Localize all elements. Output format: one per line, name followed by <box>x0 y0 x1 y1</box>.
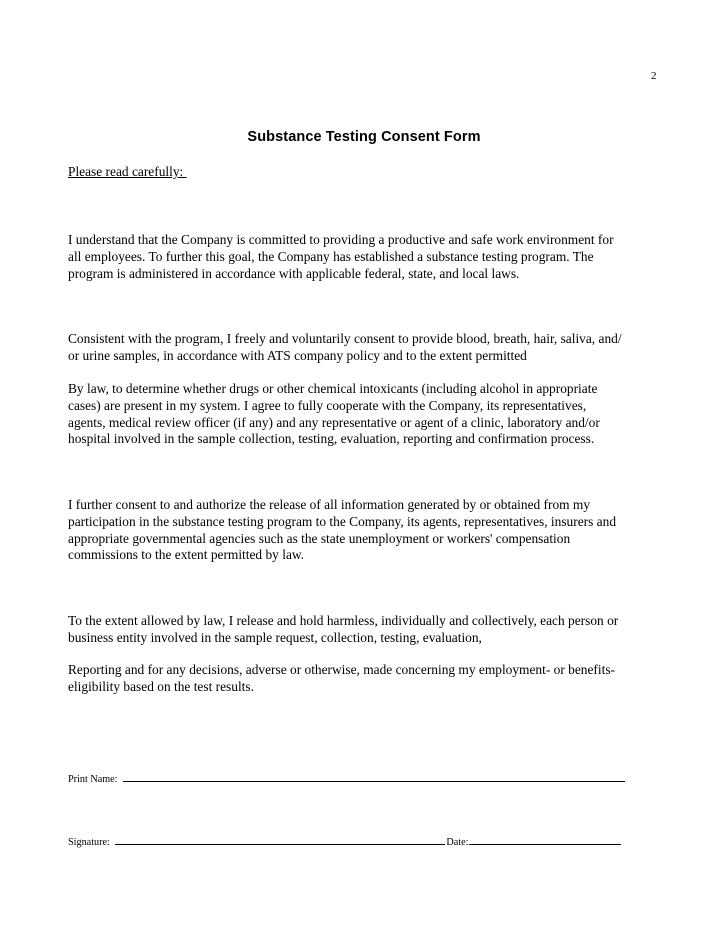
paragraph-line: cases) are present in my system. I agree to fully cooperate with the Company, its representatives, <box>68 397 587 413</box>
paragraph-line: By law, to determine whether drugs or other chemical intoxicants (including alcohol in appropriate <box>68 381 598 396</box>
paragraph-line: all employees. To further this goal, the Company has established a substance testing program. The <box>68 248 594 264</box>
paragraph-line: Consistent with the program, I freely and voluntarily consent to provide blood, breath, hair, saliva, and/ <box>68 331 622 346</box>
decisions-paragraph <box>68 662 668 696</box>
signature-label: Signature: <box>68 837 110 848</box>
print-name-label: Print Name: <box>68 774 118 785</box>
date-line[interactable] <box>469 834 621 845</box>
print-name-line[interactable] <box>123 771 625 782</box>
paragraph-line: hospital involved in the sample collection, testing, evaluation, reporting and confirmation process. <box>68 431 595 447</box>
paragraph-line: Reporting and for any decisions, adverse or otherwise, made concerning my employment- or benefits- <box>68 662 615 677</box>
signature-line[interactable] <box>115 834 445 845</box>
consent-paragraph <box>68 331 668 365</box>
commitment-paragraph <box>68 232 668 282</box>
page-title: Substance Testing Consent Form <box>247 129 481 145</box>
paragraph-line: appropriate governmental agencies such as the state unemployment or workers' compensation <box>68 530 571 546</box>
print-name-row <box>68 771 625 785</box>
page-number: 2 <box>651 70 657 82</box>
hold-harmless-paragraph <box>68 613 668 647</box>
date-label: Date: <box>446 837 469 848</box>
paragraph-line: participation in the substance testing program to the Company, its agents, representatives, insurers and <box>68 513 617 529</box>
paragraph-line: eligibility based on the test results. <box>68 678 254 694</box>
signature-row <box>68 834 621 848</box>
paragraph-line: To the extent allowed by law, I release and hold harmless, individually and collectively, each person or <box>68 613 619 628</box>
paragraph-line: I understand that the Company is committed to providing a productive and safe work environment for <box>68 232 614 247</box>
paragraph-line: commissions to the extent permitted by law. <box>68 547 305 563</box>
paragraph-line: or urine samples, in accordance with ATS company policy and to the extent permitted <box>68 347 527 363</box>
paragraph-line: business entity involved in the sample request, collection, testing, evaluation, <box>68 629 482 645</box>
cooperation-paragraph <box>68 381 668 448</box>
paragraph-line: program is administered in accordance with applicable federal, state, and local laws. <box>68 265 520 281</box>
instruction-text: Please read carefully: <box>68 164 187 179</box>
release-authorization-paragraph <box>68 497 668 564</box>
paragraph-line: I further consent to and authorize the release of all information generated by or obtained from my <box>68 497 591 512</box>
paragraph-line: agents, medical review officer (if any) and any representative or agent of a clinic, laboratory and/or <box>68 414 600 430</box>
